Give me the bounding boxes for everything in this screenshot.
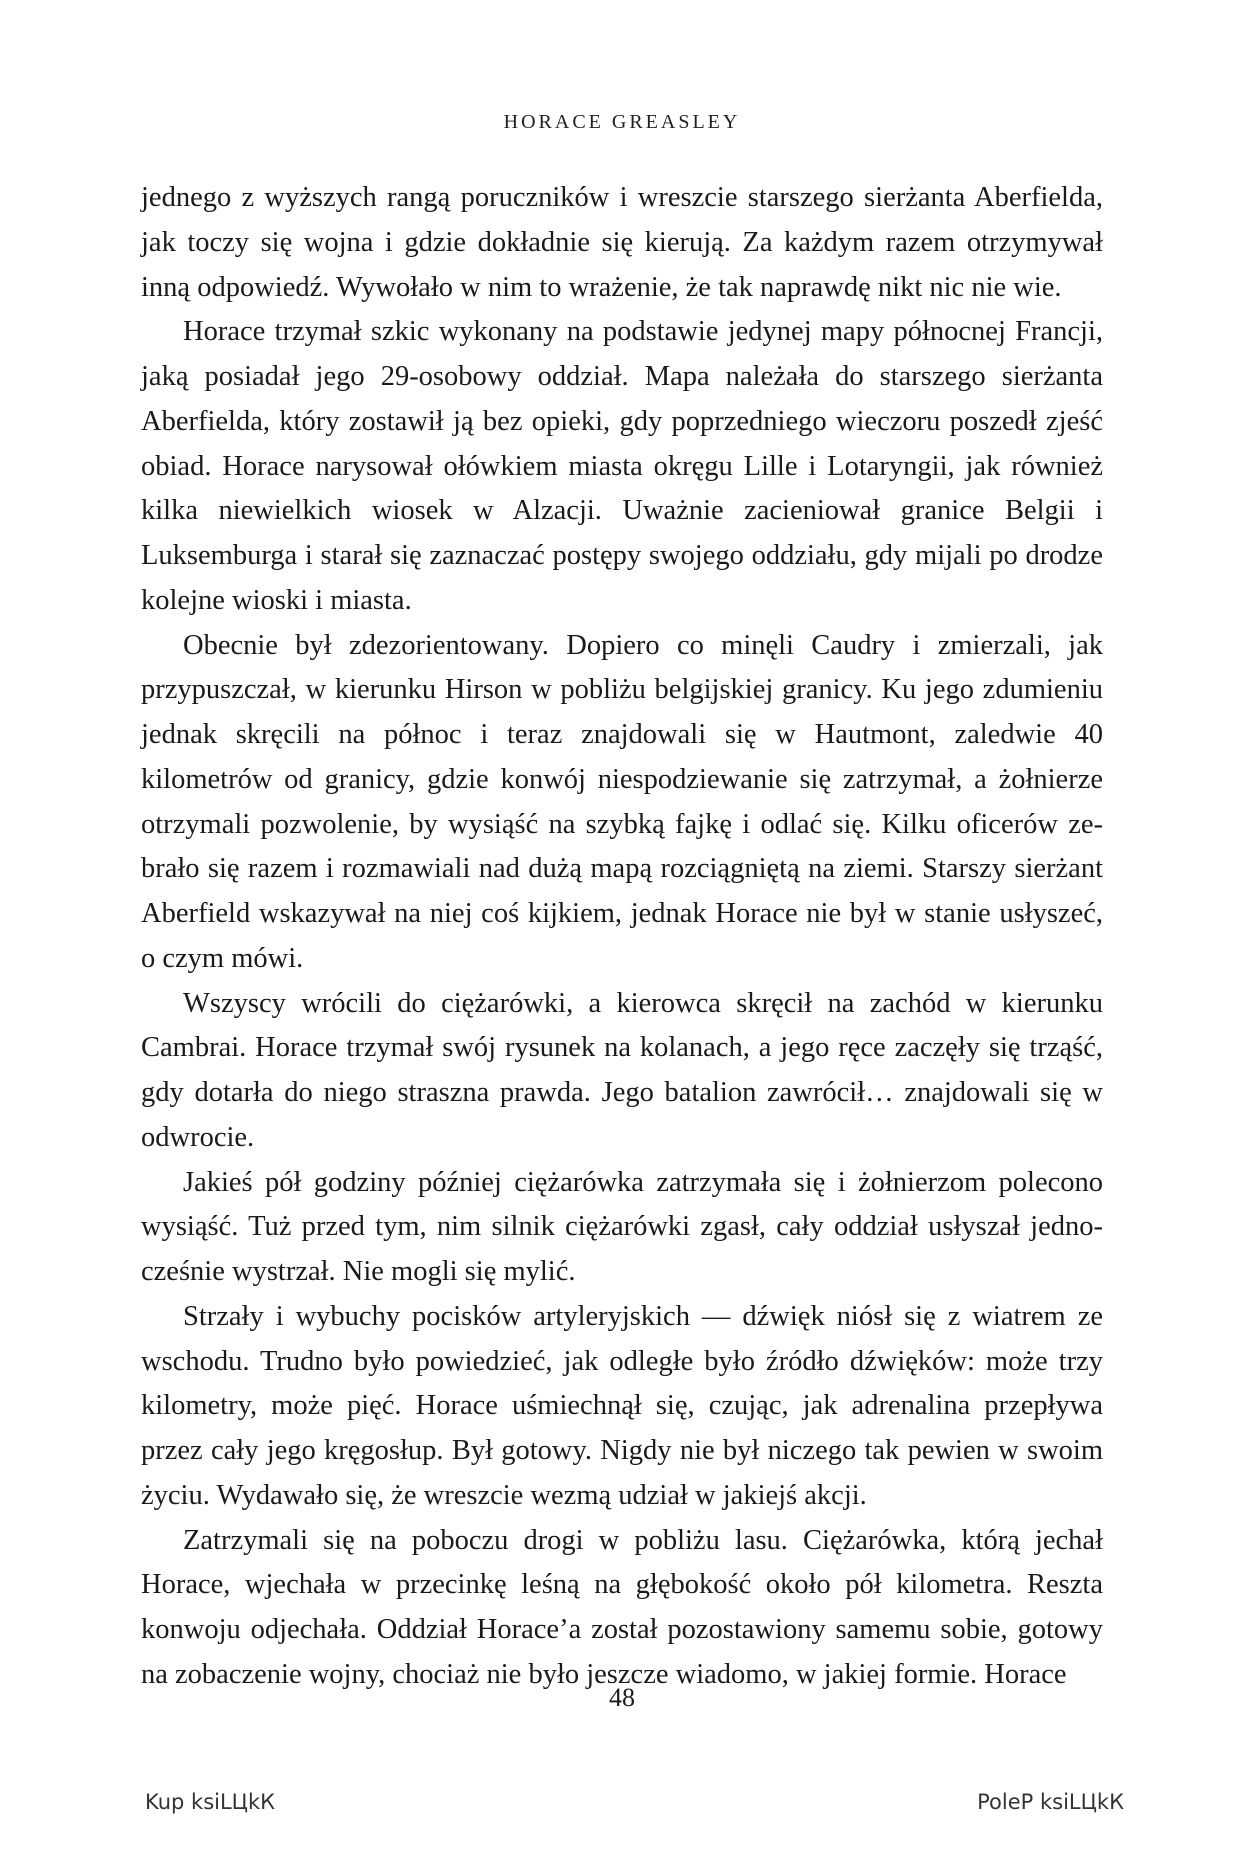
page-number: 48 bbox=[609, 1683, 635, 1712]
paragraph: Zatrzymali się na poboczu drogi w pobliżu lasu. Ciężarówka, którą jechał Horace, wjechała w przecinkę leśną na głębokość około pół kilometra. Reszta konwoju odjechała. Oddział Horace’a został pozostawiony samemu sobie, gotowy na zobaczenie wojny, chociaż nie było jeszcze wiadomo, w jakiej formie. Horace bbox=[141, 1524, 1103, 1690]
paragraph: jednego z wyższych rangą poruczników i wreszcie starszego sierżanta Aberfielda, jak toczy się wojna i gdzie dokładnie się kierują. Za każdym razem otrzymywał inną odpowiedź. Wywołało w nim to wrażenie, że tak naprawdę nikt nic nie wie. bbox=[141, 182, 1103, 303]
paragraph: Wszyscy wrócili do ciężarówki, a kierowca skręcił na zachód w kierunku Cambrai. Horace trzymał swój rysunek na kolanach, a jego ręce zaczęły się trząść, gdy dotarła do niego straszna prawda. Jego batalion zawrócił… znajdowali się w odwrocie. bbox=[141, 987, 1103, 1153]
body-text bbox=[141, 176, 1103, 1698]
paragraph: Obecnie był zdezorientowany. Dopiero co minęli Caudry i zmierzali, jak przypuszczał, w kierunku Hirson w pobliżu belgijskiej granicy. Ku jego zdumieniu jednak skręcili na północ i teraz znajdowali się w Hautmont, zaledwie 40 kilometrów od granicy, gdzie konwój niespodziewanie się zatrzymał, a żołnierze otrzymali pozwolenie, by wysiąść na szybką fajkę i odlać się. Kilku oficerów zebrało się razem i rozmawiali nad dużą mapą rozciągniętą na ziemi. Starszy sierżant Aberfield wskazywał na niej coś kijkiem, jednak Horace nie był w stanie usłyszeć, o czym mówi. bbox=[141, 629, 1103, 974]
buy-book-link[interactable]: Kup ksiLЦkК bbox=[145, 1790, 276, 1814]
recommend-book-link[interactable]: PoleР ksiLЦkК bbox=[977, 1790, 1124, 1814]
paragraph: Jakieś pół godziny później ciężarówka zatrzymała się i żołnierzom polecono wysiąść. Tuż przed tym, nim silnik ciężarówki zgasł, cały oddział usłyszał jednocześnie wystrzał. Nie mogli się mylić. bbox=[141, 1166, 1103, 1287]
paragraph: Horace trzymał szkic wykonany na podstawie jedynej mapy północnej Francji, jaką posiadał jego 29-osobowy oddział. Mapa należała do starszego sierżanta Aberfielda, który zostawił ją bez opieki, gdy poprzedniego wieczoru poszedł zjeść obiad. Horace narysował ołówkiem miasta okręgu Lille i Lotaryngii, jak również kilka niewielkich wiosek w Alzacji. Uważnie zacieniował granice Belgii i Luksemburga i starał się zaznaczać postępy swojego oddziału, gdy mijali po drodze kolejne wioski i miasta. bbox=[141, 316, 1103, 616]
paragraph: Strzały i wybuchy pocisków artyleryjskich — dźwięk niósł się z wiatrem ze wschodu. Trudno było powiedzieć, jak odległe było źródło dźwięków: może trzy kilometry, może pięć. Horace uśmiechnął się, czując, jak adrenalina przepływa przez cały jego kręgosłup. Był gotowy. Nigdy nie był niczego tak pewien w swoim życiu. Wydawało się, że wreszcie wezmą udział w jakiejś akcji. bbox=[141, 1300, 1103, 1511]
running-head: HORACE GREASLEY bbox=[503, 111, 741, 133]
